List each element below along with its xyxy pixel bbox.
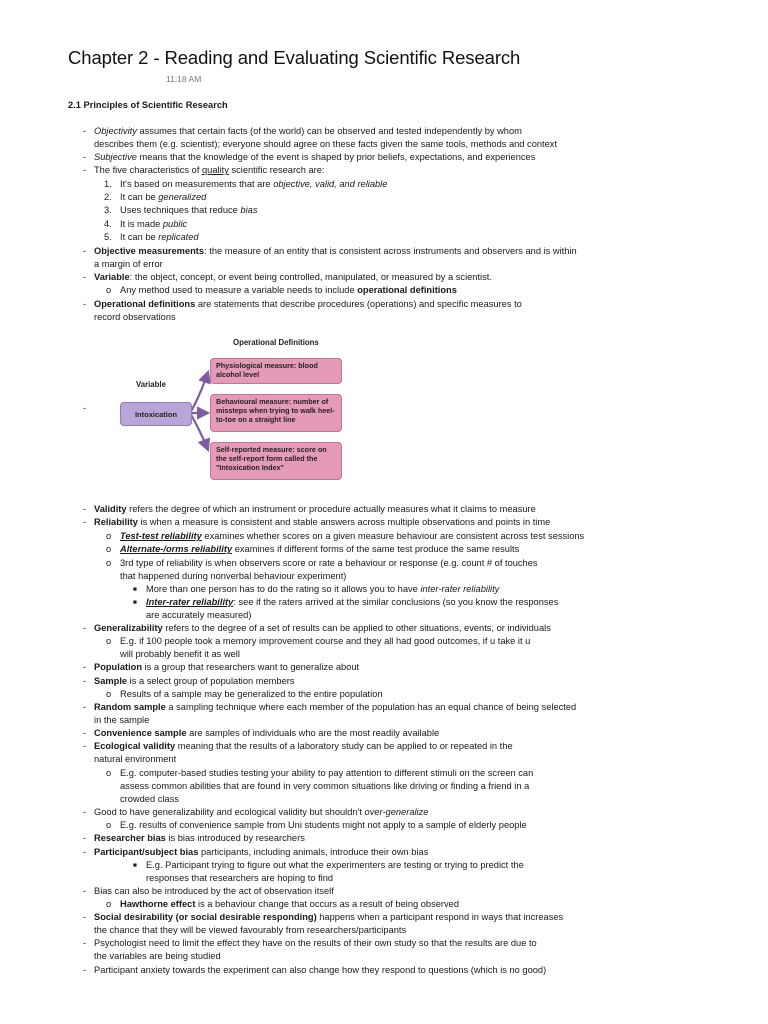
term: Population bbox=[94, 662, 143, 672]
note-generalizability-example: E.g. if 100 people took a memory improvement course and they all had good outcomes, if u take it u bbox=[120, 636, 531, 646]
diagram-variable-label: Variable bbox=[136, 380, 166, 389]
note-ecological-example: E.g. computer-based studies testing your ability to pay attention to different stimuli on the screen can bbox=[120, 768, 534, 778]
term: Participant/subject bias bbox=[94, 847, 199, 857]
bullet-dash: - bbox=[83, 662, 87, 672]
list-item-4 bbox=[120, 218, 187, 230]
diagram-behavioural-box: Behavioural measure: number of missteps when trying to walk heel-to-toe on a straight line bbox=[210, 394, 342, 432]
bullet-dash: - bbox=[83, 152, 87, 162]
text: More than one person has to do the rating so it allows you to have bbox=[146, 584, 421, 594]
term: Sample bbox=[94, 676, 128, 686]
note-sample-sub: Results of a sample may be generalized to the entire population bbox=[120, 689, 383, 699]
term: Alternate-/orms reliability bbox=[120, 544, 233, 554]
list-item-2 bbox=[120, 191, 206, 203]
term: Reliability bbox=[94, 517, 138, 527]
note-random-sample-cont: in the sample bbox=[94, 715, 150, 725]
text: scientific research are: bbox=[228, 165, 325, 175]
list-number: 1. bbox=[104, 179, 112, 189]
term: bias bbox=[240, 205, 258, 215]
note-ecological-validity-cont: natural environment bbox=[94, 754, 177, 764]
bullet-dash: - bbox=[83, 807, 87, 817]
note-third-type-cont: that happened during nonverbal behaviour experiment) bbox=[120, 571, 347, 581]
bullet-dash: - bbox=[83, 847, 87, 857]
term: Objective measurements bbox=[94, 246, 205, 256]
note-sample bbox=[94, 675, 295, 687]
term: Social desirability (or social desirable responding) bbox=[94, 912, 317, 922]
list-item-1 bbox=[120, 178, 387, 190]
term: Test-test reliability bbox=[120, 531, 202, 541]
text: is a behaviour change that occurs as a result of being observed bbox=[195, 899, 459, 909]
bullet-dash: - bbox=[83, 272, 87, 282]
text: It is made bbox=[120, 219, 163, 229]
text: It can be bbox=[120, 192, 159, 202]
bullet-dash: - bbox=[83, 504, 87, 514]
note-social-desirability-cont: the chance that they will be viewed favourably from researchers/participants bbox=[94, 925, 407, 935]
note-test-test bbox=[120, 530, 584, 542]
term: operational definitions bbox=[357, 285, 457, 295]
bullet-circle: o bbox=[106, 285, 112, 295]
text: : the measure of an entity that is consistent across instruments and observers and is within bbox=[204, 246, 577, 256]
term: inter-rater reliability bbox=[420, 584, 500, 594]
note-reliability bbox=[94, 516, 550, 528]
note-social-desirability bbox=[94, 911, 563, 923]
bullet-dash: - bbox=[83, 912, 87, 922]
bullet-square: ■ bbox=[133, 586, 137, 593]
text: means that the knowledge of the event is shaped by prior beliefs, expectations, and experiences bbox=[136, 152, 536, 162]
note-researcher-bias bbox=[94, 832, 305, 844]
note-subjective bbox=[94, 151, 535, 163]
text: The five characteristics of bbox=[94, 165, 202, 175]
text: assumes that certain facts (of the world) can be observed and tested independently by whom bbox=[136, 126, 522, 136]
note-psychologist-cont: the variables are being studied bbox=[94, 951, 221, 961]
note-more-than-one bbox=[146, 583, 499, 595]
bullet-dash: - bbox=[83, 833, 87, 843]
bullet-dash: - bbox=[83, 517, 87, 527]
note-objective-measurements-cont: a margin of error bbox=[94, 259, 163, 269]
text: : the object, concept, or event being controlled, manipulated, or measured by a scientist. bbox=[129, 272, 492, 282]
list-item-3 bbox=[120, 204, 257, 216]
term: over-generalize bbox=[364, 807, 429, 817]
bullet-dash: - bbox=[83, 403, 87, 413]
text: a sampling technique where each member of the population has an equal chance of being selected bbox=[165, 702, 577, 712]
note-ecological-validity bbox=[94, 740, 513, 752]
text: examines if different forms of the same test produce the same results bbox=[232, 544, 520, 554]
term: Random sample bbox=[94, 702, 166, 712]
list-item-5 bbox=[120, 231, 199, 243]
note-participant-example-cont: responses that researchers are hoping to find bbox=[146, 873, 334, 883]
note-participant-anxiety: Participant anxiety towards the experiment can also change how they respond to questions (which is no good) bbox=[94, 965, 547, 975]
note-objectivity-cont: describes them (e.g. scientist); everyone should agree on these facts given the same tools, methods and context bbox=[94, 139, 558, 149]
bullet-dash: - bbox=[83, 938, 87, 948]
bullet-dash: - bbox=[83, 702, 87, 712]
list-number: 4. bbox=[104, 219, 112, 229]
underlined-term: quality bbox=[202, 165, 229, 175]
note-objectivity bbox=[94, 125, 522, 137]
note-good-example: E.g. results of convenience sample from Uni students might not apply to a sample of elderly people bbox=[120, 820, 527, 830]
note-inter-rater-cont: are accurately measured) bbox=[146, 610, 252, 620]
bullet-dash: - bbox=[83, 676, 87, 686]
section-heading: 2.1 Principles of Scientific Research bbox=[68, 100, 228, 110]
note-variable bbox=[94, 271, 492, 283]
bullet-circle: o bbox=[106, 531, 112, 541]
text: Uses techniques that reduce bbox=[120, 205, 241, 215]
text: : see if the raters arrived at the similar conclusions (so you know the responses bbox=[233, 597, 559, 607]
list-number: 3. bbox=[104, 205, 112, 215]
text: refers the degree of which an instrument or procedure actually measures what it claims to measure bbox=[126, 504, 536, 514]
bullet-dash: - bbox=[83, 299, 87, 309]
note-third-type: 3rd type of reliability is when observers score or rate a behaviour or response (e.g. count # of touches bbox=[120, 558, 538, 568]
note-psychologist: Psychologist need to limit the effect they have on the results of their own study so that the results are due to bbox=[94, 938, 537, 948]
note-population bbox=[94, 661, 359, 673]
text: It can be bbox=[120, 232, 159, 242]
bullet-dash: - bbox=[83, 246, 87, 256]
text: It's based on measurements that are bbox=[120, 179, 274, 189]
text: participants, including animals, introduce their own bias bbox=[198, 847, 429, 857]
note-participant-bias bbox=[94, 846, 428, 858]
bullet-dash: - bbox=[83, 126, 87, 136]
text: happens when a participant respond in ways that increases bbox=[316, 912, 564, 922]
note-ecological-example-cont: assess common abilities that are found in very common situations like driving or finding a friend in a bbox=[120, 781, 530, 791]
term: Inter-rater reliability bbox=[146, 597, 234, 607]
note-ecological-example-cont2: crowded class bbox=[120, 794, 179, 804]
note-good-to-have bbox=[94, 806, 428, 818]
term: Validity bbox=[94, 504, 127, 514]
text: is when a measure is consistent and stable answers across multiple observations and points in time bbox=[137, 517, 551, 527]
text: is a group that researchers want to generalize about bbox=[142, 662, 360, 672]
text: refers to the degree of a set of results can be applied to other situations, events, or individuals bbox=[162, 623, 551, 633]
bullet-circle: o bbox=[106, 899, 112, 909]
term: Researcher bias bbox=[94, 833, 166, 843]
term: Generalizability bbox=[94, 623, 163, 633]
note-variable-sub bbox=[120, 284, 457, 296]
text: are statements that describe procedures (operations) and specific measures to bbox=[195, 299, 522, 309]
term: Hawthorne effect bbox=[120, 899, 196, 909]
term: Convenience sample bbox=[94, 728, 187, 738]
text: meaning that the results of a laboratory study can be applied to or repeated in the bbox=[175, 741, 513, 751]
bullet-dash: - bbox=[83, 623, 87, 633]
bullet-dash: - bbox=[83, 886, 87, 896]
note-random-sample bbox=[94, 701, 576, 713]
bullet-dash: - bbox=[83, 741, 87, 751]
bullet-dash: - bbox=[83, 165, 87, 175]
bullet-circle: o bbox=[106, 544, 112, 554]
bullet-circle: o bbox=[106, 768, 112, 778]
diagram-title: Operational Definitions bbox=[233, 338, 319, 347]
bullet-dash: - bbox=[83, 728, 87, 738]
list-number: 2. bbox=[104, 192, 112, 202]
diagram-variable-box: Intoxication bbox=[120, 402, 192, 426]
note-operational-definitions bbox=[94, 298, 522, 310]
note-inter-rater bbox=[146, 596, 558, 608]
list-number: 5. bbox=[104, 232, 112, 242]
timestamp: 11:18 AM bbox=[166, 74, 202, 84]
diagram-physiological-box: Physiological measure: blood alcohol level bbox=[210, 358, 342, 384]
text: Any method used to measure a variable needs to include bbox=[120, 285, 358, 295]
term: objective, valid, and reliable bbox=[273, 179, 388, 189]
arrow-self-report bbox=[190, 413, 208, 450]
bullet-circle: o bbox=[106, 558, 112, 568]
diagram-self-report-box: Self-reported measure: score on the self-report form called the "Intoxication Index" bbox=[210, 442, 342, 480]
note-participant-example: E.g. Participant trying to figure out what the experimenters are testing or trying to predict the bbox=[146, 860, 524, 870]
bullet-circle: o bbox=[106, 820, 112, 830]
term: Operational definitions bbox=[94, 299, 196, 309]
text: examines whether scores on a given measure behaviour are consistent across test sessions bbox=[201, 531, 585, 541]
term: Subjective bbox=[94, 152, 137, 162]
term: Objectivity bbox=[94, 126, 137, 136]
note-validity bbox=[94, 503, 536, 515]
text: is bias introduced by researchers bbox=[165, 833, 305, 843]
text: is a select group of population members bbox=[127, 676, 295, 686]
note-observation-bias: Bias can also be introduced by the act of observation itself bbox=[94, 886, 334, 896]
term: Ecological validity bbox=[94, 741, 176, 751]
page-title: Chapter 2 - Reading and Evaluating Scientific Research bbox=[68, 47, 521, 68]
note-five-characteristics bbox=[94, 164, 324, 176]
term: public bbox=[162, 219, 188, 229]
text: Good to have generalizability and ecological validity but shouldn't bbox=[94, 807, 365, 817]
bullet-square: ■ bbox=[133, 599, 137, 606]
note-hawthorne bbox=[120, 898, 459, 910]
arrow-physiological bbox=[190, 372, 208, 413]
note-generalizability-example-cont: will probably benefit it as well bbox=[120, 649, 240, 659]
bullet-square: ■ bbox=[133, 862, 137, 869]
note-alternate-forms bbox=[120, 543, 519, 555]
bullet-dash: - bbox=[83, 965, 87, 975]
note-operational-definitions-cont: record observations bbox=[94, 312, 176, 322]
note-objective-measurements bbox=[94, 245, 577, 257]
term: generalized bbox=[158, 192, 207, 202]
term: Variable bbox=[94, 272, 130, 282]
note-convenience-sample bbox=[94, 727, 439, 739]
bullet-circle: o bbox=[106, 636, 112, 646]
operational-definitions-diagram bbox=[112, 336, 348, 488]
text: are samples of individuals who are the most readily available bbox=[186, 728, 440, 738]
note-generalizability bbox=[94, 622, 551, 634]
bullet-circle: o bbox=[106, 689, 112, 699]
term: replicated bbox=[158, 232, 199, 242]
